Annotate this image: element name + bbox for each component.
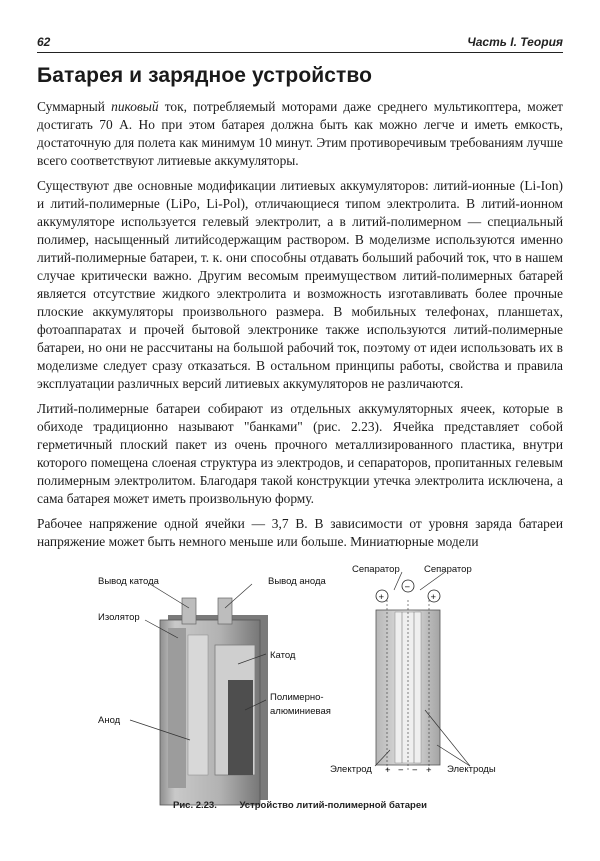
bottom-plus-2: + bbox=[426, 765, 432, 776]
paragraph-4: Рабочее напряжение одной ячейки — 3,7 В. В зависимости от уровня заряда батареи напряжение может быть немного меньше или больше. Миниатюрные модели bbox=[37, 516, 563, 549]
figure-caption bbox=[0, 800, 600, 811]
emphasis-peak: пиковый bbox=[111, 99, 159, 114]
running-header bbox=[37, 34, 563, 53]
anode-layer bbox=[188, 635, 208, 775]
label-anode-lead: Вывод анода bbox=[268, 576, 326, 587]
label-polymer-1: Полимерно- bbox=[270, 692, 324, 703]
label-electrodes: Электроды bbox=[447, 764, 496, 775]
section-title: Батарея и зарядное устройство bbox=[37, 64, 373, 87]
insulator-layer bbox=[168, 628, 186, 788]
label-polymer-2: алюминиевая bbox=[270, 706, 331, 717]
pouch-cell bbox=[160, 598, 268, 805]
body-text bbox=[37, 98, 563, 558]
bottom-plus-1: + bbox=[385, 765, 391, 776]
paragraph-2: Существуют две основные модификации литиевых аккумуляторов: литий-ионные (Li-Ion) и литий-полимерные (LiPo, Li-Pol), отличающиеся типом электролита. В литий-ионном аккумуляторе используется гелевый электролит, а в литий-полимерном — специальный полимер, насыщенный литийсодержащим раствором. В моделизме используются именно литий-полимерные батареи, т. к. они способны отдавать больший рабочий ток, что в нашем случае критически важно. Другим весомым преимуществом литий-полимерных батарей является отсутствие жидкого электролита и возможность изготавливать более прочные плоские аккумуляторы произвольного размера. В мобильных телефонах, планшетах, фотоаппаратах и прочей бытовой электронике также используются литий-полимерные батареи, но они не рассчитаны на большой рабочий ток, поэтому от идеи использовать их в моделизме следует сразу отказаться. В остальном принципы работы, свойства и правила эксплуатации различных версий литиевых аккумуляторов не различаются. bbox=[37, 178, 563, 391]
label-insulator: Изолятор bbox=[98, 612, 140, 623]
plus-marker-right: + bbox=[430, 592, 437, 603]
paragraph-1-start: Суммарный bbox=[37, 99, 112, 114]
paragraph-3: Литий-полимерные батареи собирают из отдельных аккумуляторных ячеек, которые в обиходе традиционно называют "банками" (рис. 2.23). Ячейка представляет собой герметичный плоский пакет из очень прочного металлизированного пластика, внутри которого помещена слоеная структура из электродов, и сепараторов, пропитанных гелевым полимерным электролитом. Благодаря такой конструкции утечка электролита исключена, а сама батарея может иметь произвольную форму. bbox=[37, 401, 563, 506]
label-cathode: Катод bbox=[270, 650, 296, 661]
label-cathode-lead: Вывод катода bbox=[98, 576, 159, 587]
label-electrode: Электрод bbox=[330, 764, 372, 775]
label-separator-right: Сепаратор bbox=[424, 564, 472, 575]
caption-number: Рис. 2.23. bbox=[172, 800, 217, 811]
label-separator-left: Сепаратор bbox=[352, 564, 400, 575]
label-anode: Анод bbox=[98, 715, 121, 726]
bottom-polarity bbox=[385, 765, 432, 776]
paragraph-1 bbox=[37, 98, 563, 170]
caption-text: Устройство литий-полимерной батареи bbox=[239, 800, 427, 811]
cathode-tab bbox=[182, 598, 196, 624]
paragraph-1-end: ток, потребляемый моторами даже среднего мультикоптера, может достигать 70 А. Но при этом батарея должна быть как можно легче и иметь емкость, достаточную для полета как минимум 10 минут. Этим противоречивым требованиям лучше всего соответствуют литиевые аккумуляторы. bbox=[37, 99, 564, 168]
page-number: 62 bbox=[37, 35, 51, 49]
cylinder-cell bbox=[376, 600, 440, 770]
anode-tab bbox=[218, 598, 232, 624]
bottom-minus-2: − bbox=[412, 765, 418, 776]
figure-battery-diagram bbox=[90, 560, 560, 810]
chapter-title: Часть I. Теория bbox=[467, 35, 563, 49]
polymer-aluminium-layer bbox=[228, 680, 253, 775]
bottom-minus-1: − bbox=[398, 765, 404, 776]
minus-marker-top: − bbox=[404, 582, 411, 593]
plus-marker-left: + bbox=[378, 592, 385, 603]
